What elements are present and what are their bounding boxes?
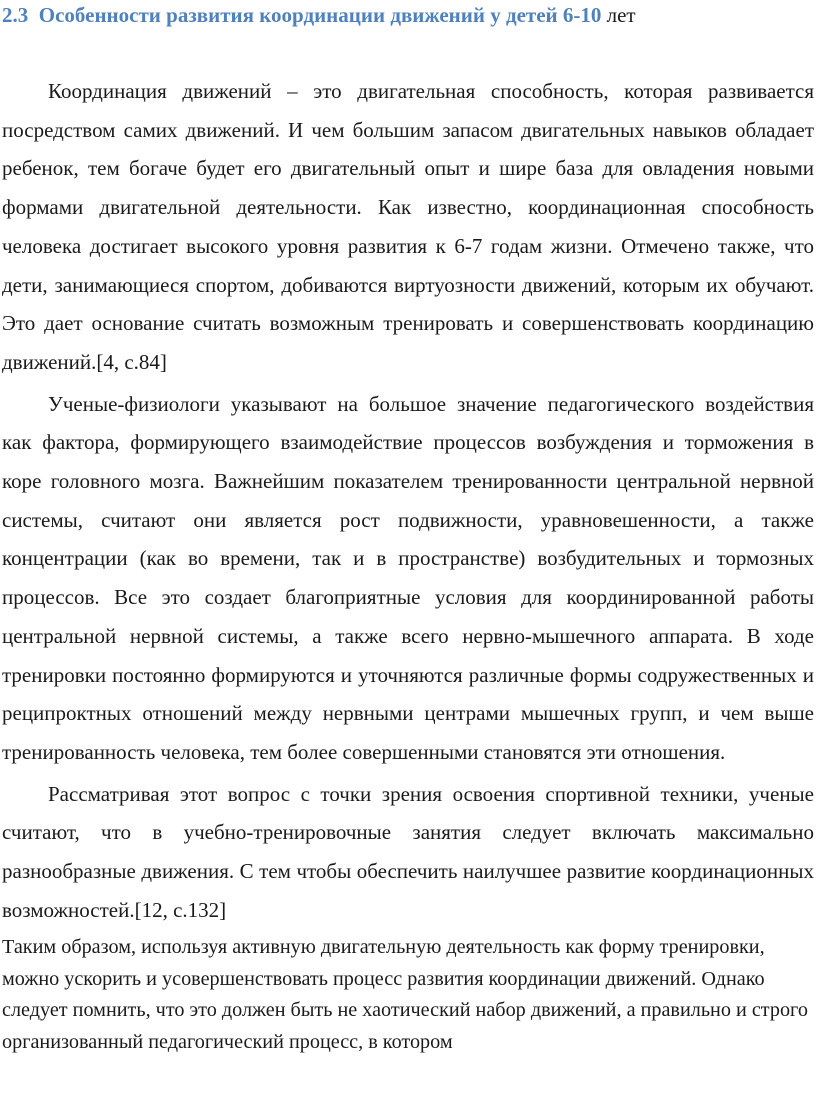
section-title: Особенности развития координации движений у детей 6-10 — [38, 3, 602, 27]
section-number: 2.3 — [2, 3, 29, 27]
section-title-tail: лет — [606, 3, 636, 27]
paragraph-coordination-definition: Координация движений – это двигательная способность, которая развивается посредством самих движений. И чем большим запасом двигательных навыков обладает ребенок, тем богаче будет его двигательный опыт и шире база для овладения новыми формами двигательной деятельности. Как известно, координационная способность человека достигает высокого уровня развития к 6-7 годам жизни. Отмечено также, что дети, занимающиеся спортом, добиваются виртуозности движений, которым их обучают. Это дает основание считать возможным тренировать и совершенствовать координацию движений.[4, с.84] — [2, 79, 814, 374]
section-heading — [2, 2, 636, 28]
paragraph-conclusion: Таким образом, используя активную двигательную деятельность как форму тренировки, можно ускорить и усовершенствовать процесс развития координации движений. Однако следует помнить, что это должен быть не хаотический набор движений, а правильно и строго организованный педагогический процесс, в котором — [2, 936, 808, 1053]
body-text — [2, 72, 814, 1058]
paragraph-physiologists: Ученые-физиологи указывают на большое значение педагогического воздействия как фактора, формирующего взаимодействие процессов возбуждения и торможения в коре головного мозга. Важнейшим показателем тренированности центральной нервной системы, считают они является рост подвижности, уравновешенности, а также концентрации (как во времени, так и в пространстве) возбудительных и тормозных процессов. Все это создает благоприятные условия для координированной работы центральной нервной системы, а также всего нервно-мышечного аппарата. В ходе тренировки постоянно формируются и уточняются различные формы содружественных и реципроктных отношений между нервными центрами мышечных групп, и чем выше тренированность человека, тем более совершенными становятся эти отношения. — [2, 391, 814, 764]
paragraph-sports-technique: Рассматривая этот вопрос с точки зрения освоения спортивной техники, ученые считают, что в учебно-тренировочные занятия следует включать максимально разнообразные движения. С тем чтобы обеспечить наилучшее развитие координационных возможностей.[12, с.132] — [2, 781, 814, 922]
